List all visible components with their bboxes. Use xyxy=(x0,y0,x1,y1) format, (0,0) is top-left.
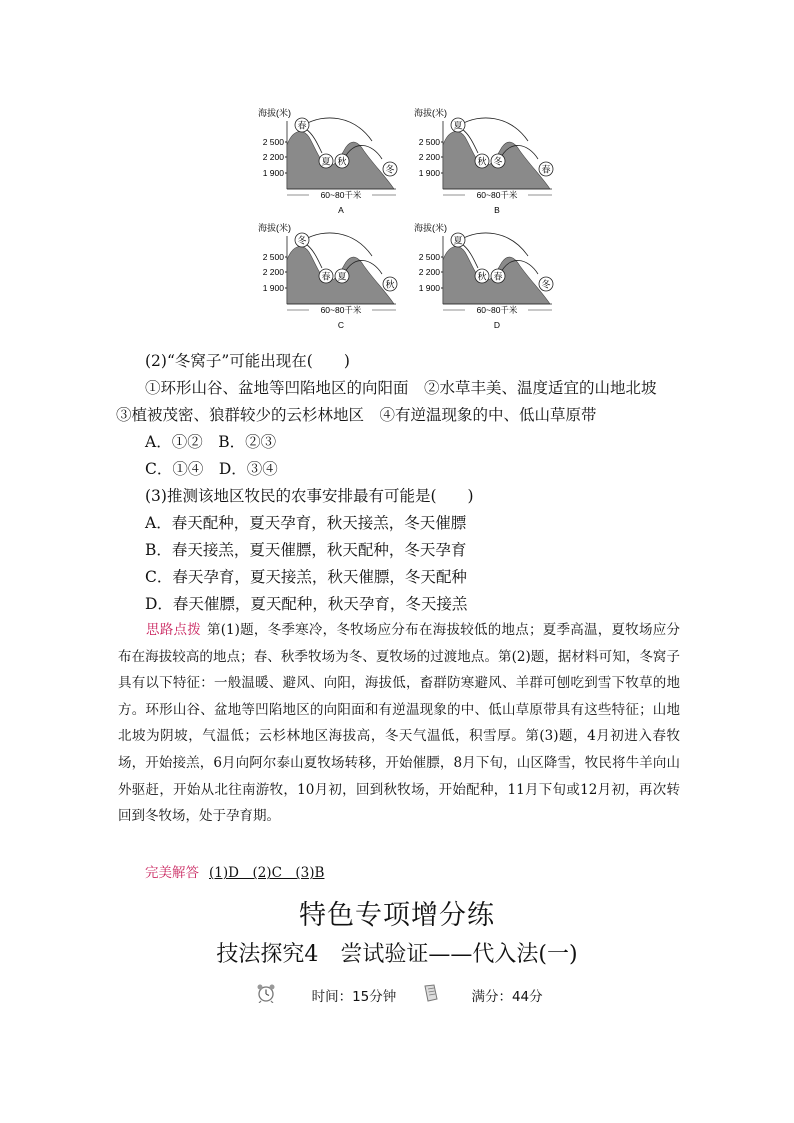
question-2-choices-cd: C．①④ D．③④ xyxy=(145,460,278,478)
x-label: 60~80千米 xyxy=(476,190,518,200)
y-tick: 2 200 xyxy=(262,152,284,162)
y-tick: 1 900 xyxy=(418,283,440,293)
y-tick: 2 500 xyxy=(418,137,440,147)
season-label: 冬 xyxy=(385,165,395,176)
question-2-options-line-2: ③植被茂密、狼群较少的云杉林地区 ④有逆温现象的中、低山草原带 xyxy=(116,406,597,424)
season-label: 夏 xyxy=(321,157,331,168)
season-label: 冬 xyxy=(297,236,307,247)
alarm-clock-icon xyxy=(255,983,277,1007)
season-label: 春 xyxy=(541,165,551,176)
terrain-diagram xyxy=(254,218,414,333)
figure-panel-c xyxy=(254,218,414,333)
panel-letter: B xyxy=(494,205,500,215)
season-label: 冬 xyxy=(493,157,503,168)
question-2-options-line-1: ①环形山谷、盆地等凹陷地区的向阳面 ②水草丰美、温度适宜的山地北坡 xyxy=(145,379,657,397)
question-3-option-d: D．春天催膘，夏天配种，秋天孕育，冬天接羔 xyxy=(145,595,468,613)
x-label: 60~80千米 xyxy=(320,305,362,315)
question-2-choices-ab: A．①② B．②③ xyxy=(145,433,277,451)
answer-label: 完美解答 xyxy=(145,865,199,881)
season-label: 春 xyxy=(321,272,331,283)
figure-panel-d xyxy=(410,218,570,333)
x-label: 60~80千米 xyxy=(320,190,362,200)
hint-paragraph xyxy=(118,617,680,830)
full-score: 满分：44分 xyxy=(471,989,543,1005)
y-tick: 1 900 xyxy=(418,168,440,178)
season-label: 秋 xyxy=(477,272,487,283)
terrain-diagram xyxy=(410,218,570,333)
y-axis-label: 海拔(米) xyxy=(258,223,291,233)
y-axis-label: 海拔(米) xyxy=(258,108,291,118)
y-axis-label: 海拔(米) xyxy=(414,223,447,233)
season-label: 秋 xyxy=(337,157,347,168)
section-subtitle: 技法探究4 尝试验证——代入法(一) xyxy=(216,942,578,967)
panel-letter: C xyxy=(337,320,345,330)
season-label: 夏 xyxy=(453,236,463,247)
season-label: 冬 xyxy=(541,280,551,291)
season-label: 春 xyxy=(297,121,307,132)
time-limit: 时间：15分钟 xyxy=(311,989,397,1005)
question-3-option-c: C．春天孕育，夏天接羔，秋天催膘，冬天配种 xyxy=(145,568,467,586)
y-tick: 2 500 xyxy=(262,137,284,147)
terrain-diagram xyxy=(254,103,414,218)
figure-panel-a xyxy=(254,103,414,218)
season-label: 秋 xyxy=(477,157,487,168)
question-3-option-a: A．春天配种，夏天孕育，秋天接羔，冬天催膘 xyxy=(145,514,467,532)
season-label: 春 xyxy=(493,272,503,283)
section-title: 特色专项增分练 xyxy=(299,900,495,931)
season-label: 秋 xyxy=(385,280,395,291)
season-label: 夏 xyxy=(337,272,347,283)
season-label: 夏 xyxy=(453,121,463,132)
y-tick: 1 900 xyxy=(262,283,284,293)
y-tick: 2 200 xyxy=(262,267,284,277)
y-tick: 2 200 xyxy=(418,267,440,277)
time-score-bar xyxy=(255,983,543,1007)
answer-value: (1)D (2)C (3)B xyxy=(209,865,325,881)
y-tick: 2 500 xyxy=(418,252,440,262)
y-axis-label: 海拔(米) xyxy=(414,108,447,118)
panel-letter: A xyxy=(338,205,344,215)
y-tick: 2 200 xyxy=(418,152,440,162)
answer-line xyxy=(145,862,324,883)
question-3-stem: (3)推测该地区牧民的农事安排最有可能是( ) xyxy=(145,487,474,505)
terrain-diagram xyxy=(410,103,570,218)
figure-panel-b xyxy=(410,103,570,218)
hint-label: 思路点拨 xyxy=(146,622,202,638)
panel-letter: D xyxy=(493,320,501,330)
hint-text: 第(1)题，冬季寒冷，冬牧场应分布在海拔较低的地点；夏季高温，夏牧场应分布在海拔较高的地点；春、秋季牧场为冬、夏牧场的过渡地点。第(2)题，据材料可知，冬窝子具有以下特征：一般温暖、避风、向阳，海拔低，畜群防寒避风、羊群可刨吃到雪下牧草的地方。环形山谷、盆地等凹陷地区的向阳面和有逆温现象的中、低山草原带具有这些特征；山地北坡为阴坡，气温低；云杉林地区海拔高，冬天气温低，积雪厚。第(3)题，4月初进入春牧场，开始接羔，6月向阿尔泰山夏牧场转移，开始催膘，8月下旬，山区降雪，牧民将牛羊向山外驱赶，开始从北往南游牧，10月初，回到秋牧场，开始配种，11月下旬或12月初，再次转回到冬牧场，处于孕育期。 xyxy=(118,622,680,825)
x-label: 60~80千米 xyxy=(476,305,518,315)
question-3-option-b: B．春天接羔，夏天催膘，秋天配种，冬天孕育 xyxy=(145,541,467,559)
y-tick: 2 500 xyxy=(262,252,284,262)
paper-icon xyxy=(421,983,441,1007)
y-tick: 1 900 xyxy=(262,168,284,178)
question-2-stem: (2)“冬窝子”可能出现在( ) xyxy=(145,352,350,370)
